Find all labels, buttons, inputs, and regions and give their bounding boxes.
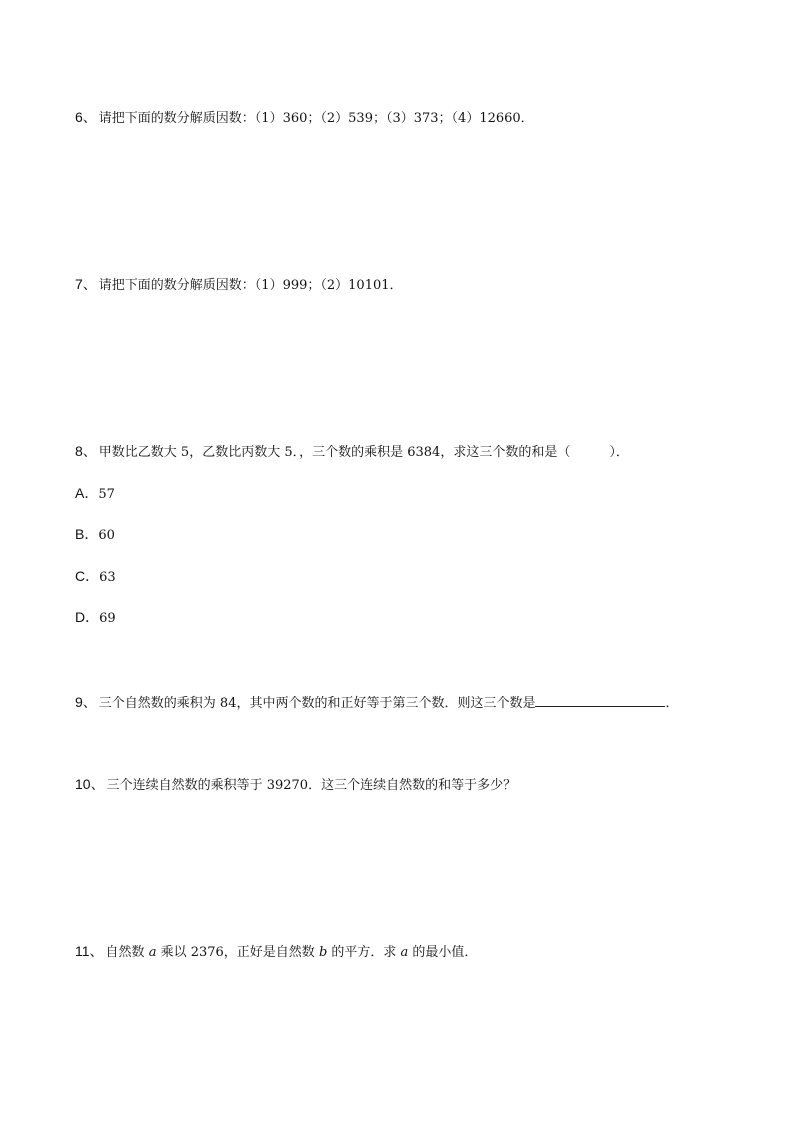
option-value: 63	[99, 570, 116, 585]
question-number: 9、	[75, 694, 97, 710]
option-value: 60	[98, 528, 115, 543]
question-6	[75, 108, 534, 128]
variable-a: a	[400, 945, 409, 960]
question-number: 7、	[75, 276, 97, 292]
option-value: 69	[99, 611, 116, 626]
option-letter: C．	[75, 568, 100, 584]
option-letter: B．	[75, 526, 99, 542]
option-letter: D．	[75, 609, 100, 625]
option-letter: A．	[75, 485, 99, 501]
question-text-part: 的平方．求	[327, 945, 401, 960]
option-d[interactable]	[75, 608, 116, 628]
question-text-part: 乘以 2376，正好是自然数	[156, 945, 319, 960]
question-11	[75, 942, 477, 962]
variable-b: b	[318, 945, 328, 960]
question-number: 11、	[75, 943, 104, 959]
question-10	[75, 775, 516, 795]
question-number: 6、	[75, 109, 97, 125]
question-text-end: ．	[665, 696, 679, 711]
question-7	[75, 275, 403, 295]
question-text: 甲数比乙数大 5，乙数比丙数大 5．，三个数的乘积是 6384，求这三个数的和是（ ）．	[98, 445, 629, 460]
question-number: 8、	[75, 443, 97, 459]
option-b[interactable]	[75, 525, 115, 545]
option-c[interactable]	[75, 567, 116, 587]
question-text-part: 自然数	[105, 945, 149, 960]
question-text: 三个自然数的乘积为 84，其中两个数的和正好等于第三个数．则这三个数是	[98, 696, 536, 711]
question-text-part: 的最小值．	[408, 945, 478, 960]
option-a[interactable]	[75, 484, 115, 504]
question-9	[75, 692, 679, 713]
question-number: 10、	[75, 776, 105, 792]
option-value: 57	[98, 487, 115, 502]
question-text: 三个连续自然数的乘积等于 39270．这三个连续自然数的和等于多少？	[106, 778, 517, 793]
variable-a: a	[148, 945, 157, 960]
question-text: 请把下面的数分解质因数：（1）999；（2）10101．	[98, 278, 403, 293]
question-8	[75, 442, 629, 462]
answer-blank[interactable]	[535, 692, 665, 707]
question-text: 请把下面的数分解质因数：（1）360；（2）539；（3）373；（4）12660．	[98, 111, 534, 126]
